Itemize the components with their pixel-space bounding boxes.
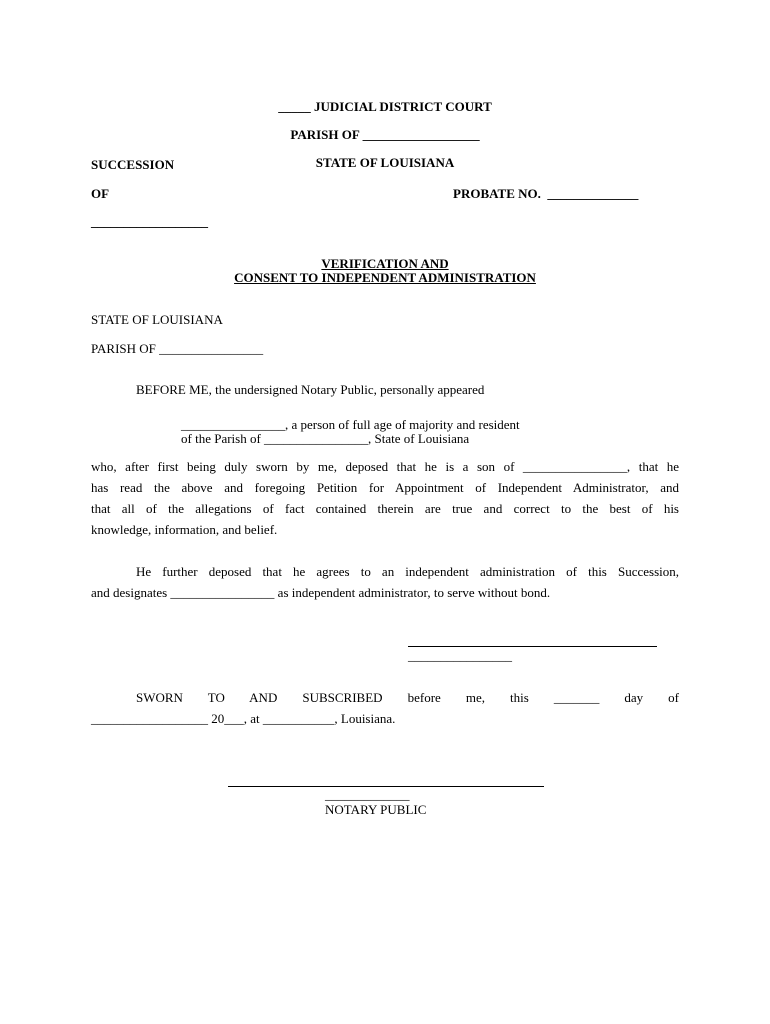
- probate-number: PROBATE NO. ______________: [453, 186, 639, 201]
- affiant-signature-line: [408, 646, 657, 647]
- paragraph-1-line-4: knowledge, information, and belief.: [91, 522, 278, 537]
- paragraph-2-line-2: and designates ________________ as independent administrator, to serve without bond.: [91, 585, 551, 600]
- paragraph-1-line-2: has read the above and foregoing Petition for Appointment of Independent Administrator, and: [91, 480, 679, 495]
- affiant-line-2: of the Parish of ________________, State of Louisiana: [181, 431, 470, 446]
- decedent-name-blank: __________________: [91, 214, 208, 229]
- notary-name-blank: _____________: [325, 787, 410, 802]
- jurat-line-2: __________________ 20___, at ___________, Louisiana.: [91, 711, 396, 726]
- venue-parish: PARISH OF ________________: [91, 341, 264, 356]
- paragraph-1-line-3: that all of the allegations of fact contained therein are true and correct to the best of his: [91, 501, 679, 516]
- parish-line: PARISH OF __________________: [290, 127, 480, 142]
- jurat-line-1: SWORN TO AND SUBSCRIBED before me, this _______ day of: [136, 690, 679, 705]
- paragraph-1-line-1: who, after first being duly sworn by me, deposed that he is a son of ________________, that he: [91, 459, 679, 474]
- venue-state: STATE OF LOUISIANA: [91, 312, 223, 327]
- affiant-name-blank: ________________: [408, 648, 512, 663]
- state-heading: [0, 127, 770, 182]
- document-title-line2: CONSENT TO INDEPENDENT ADMINISTRATION: [234, 270, 536, 285]
- affiant-line-1: ________________, a person of full age of majority and resident: [181, 417, 520, 432]
- intro-text: BEFORE ME, the undersigned Notary Public, personally appeared: [136, 382, 485, 397]
- document-title-line1: VERIFICATION AND: [321, 256, 449, 271]
- of-label: OF: [91, 186, 110, 201]
- paragraph-2-line-1: He further deposed that he agrees to an independent administration of this Succession,: [136, 564, 679, 579]
- state-line: STATE OF LOUISIANA: [315, 155, 455, 170]
- court-line: _____ JUDICIAL DISTRICT COURT: [278, 99, 492, 114]
- succession-label: SUCCESSION: [91, 157, 175, 172]
- notary-public-label: NOTARY PUBLIC: [325, 802, 427, 817]
